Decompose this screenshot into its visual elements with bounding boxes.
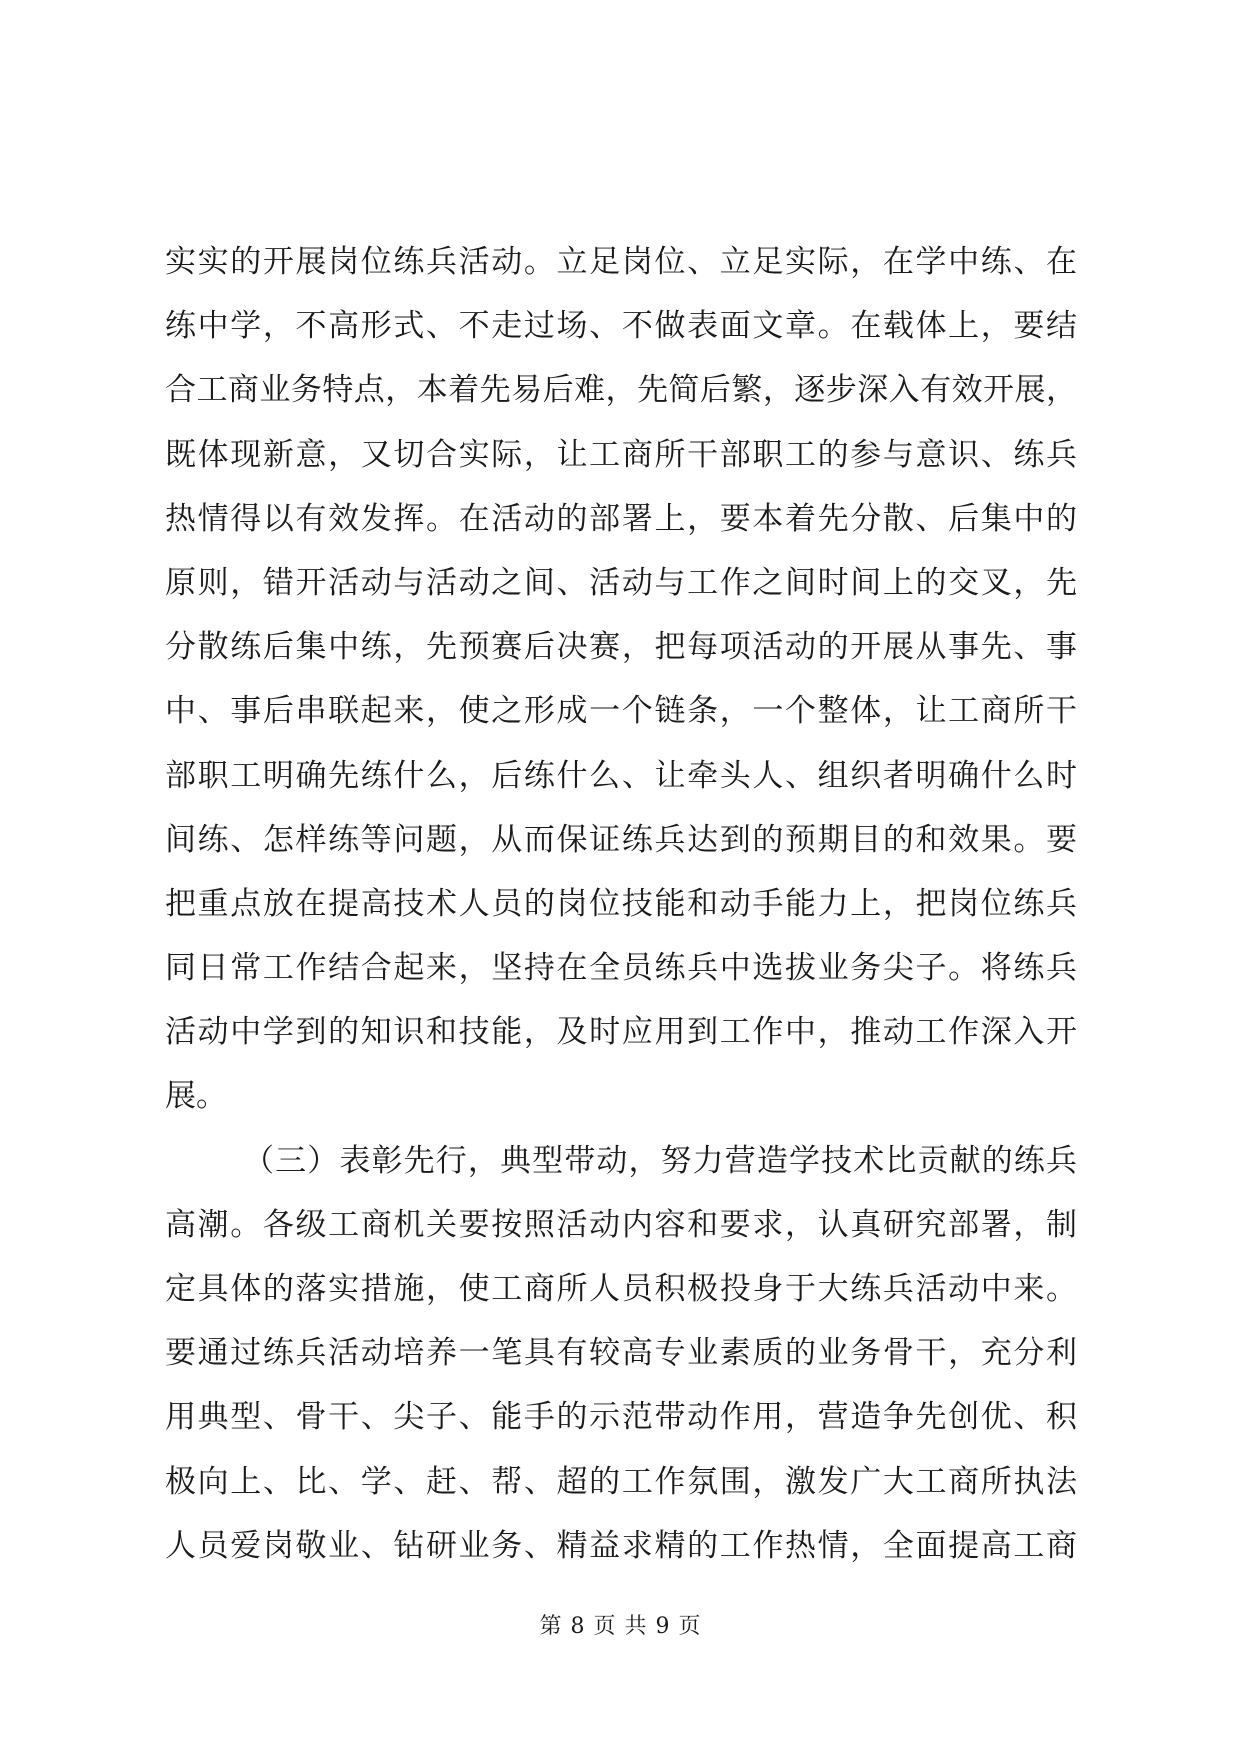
text-line: 同日常工作结合起来，坚持在全员练兵中选拔业务尖子。将练兵 [165, 950, 1077, 987]
text-line: 实实的开展岗位练兵活动。立足岗位、立足实际，在学中练、在 [165, 244, 1077, 280]
text-line: 既体现新意，又切合实际，让工商所干部职工的参与意识、练兵 [165, 436, 1077, 473]
text-line: 中、事后串联起来，使之形成一个链条，一个整体，让工商所干 [165, 693, 1077, 730]
text-line: 用典型、骨干、尖子、能手的示范带动作用，营造争先创优、积 [165, 1399, 1077, 1436]
text-line: 热情得以有效发挥。在活动的部署上，要本着先分散、后集中的 [165, 500, 1077, 537]
text-line: 极向上、比、学、赶、帮、超的工作氛围，激发广大工商所执法 [165, 1463, 1077, 1500]
section-heading-line: （三）表彰先行，典型带动，努力营造学技术比贡献的练兵 [243, 1142, 1077, 1179]
text-line: 人员爱岗敬业、钻研业务、精益求精的工作热情，全面提高工商 [165, 1527, 1077, 1564]
text-line: 高潮。各级工商机关要按照活动内容和要求，认真研究部署，制 [165, 1206, 1077, 1243]
text-line: 把重点放在提高技术人员的岗位技能和动手能力上，把岗位练兵 [165, 885, 1077, 922]
text-line: 展。 [165, 1078, 227, 1115]
text-line: 间练、怎样练等问题，从而保证练兵达到的预期目的和效果。要 [165, 821, 1077, 858]
text-line: 原则，错开活动与活动之间、活动与工作之间时间上的交叉，先 [165, 564, 1077, 601]
body-text [165, 230, 1077, 1578]
text-line: 要通过练兵活动培养一笔具有较高专业素质的业务骨干，充分利 [165, 1335, 1077, 1372]
text-line: 活动中学到的知识和技能，及时应用到工作中，推动工作深入开 [165, 1014, 1077, 1051]
page-number-footer: 第 8 页 共 9 页 [539, 1614, 702, 1639]
text-line: 合工商业务特点，本着先易后难，先简后繁，逐步深入有效开展， [165, 372, 1077, 409]
text-line: 定具体的落实措施，使工商所人员积极投身于大练兵活动中来。 [165, 1271, 1077, 1307]
text-line: 分散练后集中练，先预赛后决赛，把每项活动的开展从事先、事 [165, 629, 1077, 666]
text-line: 练中学，不高形式、不走过场、不做表面文章。在载体上，要结 [165, 308, 1077, 345]
text-line: 部职工明确先练什么，后练什么、让牵头人、组织者明确什么时 [165, 757, 1077, 794]
